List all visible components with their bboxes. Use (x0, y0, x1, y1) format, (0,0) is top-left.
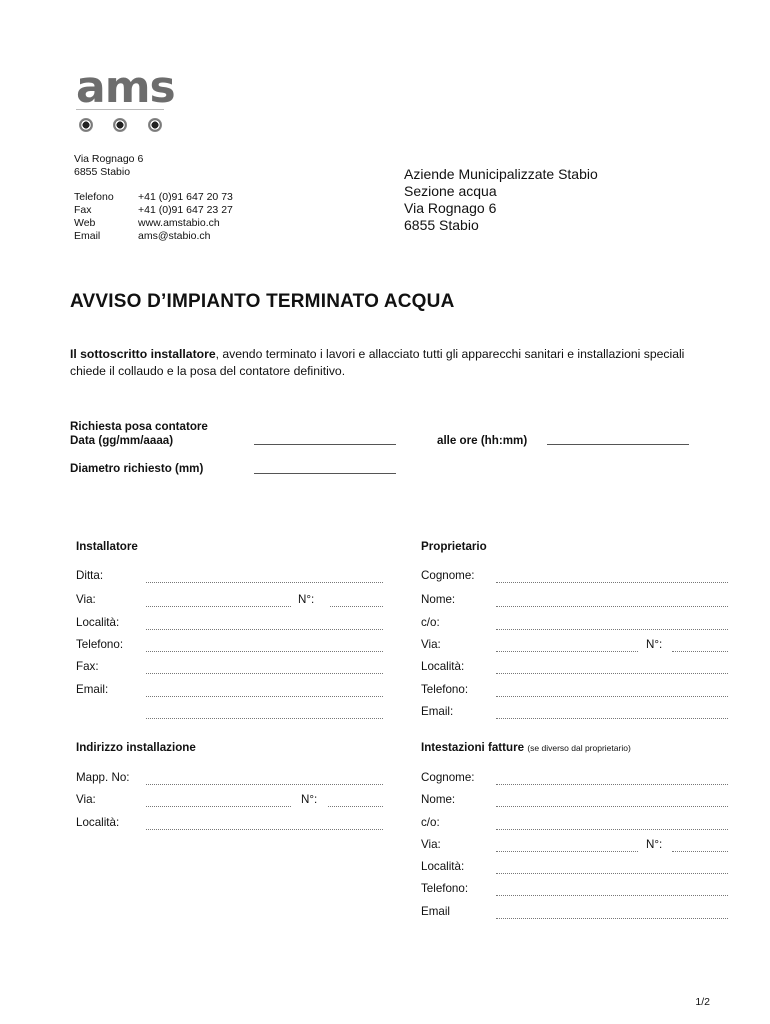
contact-value: +41 (0)91 647 20 73 (138, 191, 233, 203)
proprietario-email-field[interactable] (496, 718, 728, 719)
installatore-heading: Installatore (76, 540, 138, 553)
indirizzo-heading: Indirizzo installazione (76, 741, 196, 754)
indirizzo-numero-field[interactable] (328, 806, 383, 807)
proprietario-cognome-field[interactable] (496, 582, 728, 583)
fatture-numero-field[interactable] (672, 851, 728, 852)
proprietario-telefono-label: Telefono: (421, 683, 469, 696)
installatore-telefono-label: Telefono: (76, 638, 124, 651)
proprietario-via-field[interactable] (496, 651, 638, 652)
installatore-telefono-field[interactable] (146, 651, 383, 652)
contact-label: Email (74, 230, 101, 242)
proprietario-localita-field[interactable] (496, 673, 728, 674)
indirizzo-localita-label: Località: (76, 816, 120, 829)
fatture-nome-field[interactable] (496, 806, 728, 807)
installatore-numero-field[interactable] (330, 606, 383, 607)
indirizzo-localita-field[interactable] (146, 829, 383, 830)
logo-dot-icon (113, 118, 127, 132)
contact-label: Fax (74, 204, 92, 216)
installatore-via-label: Via: (76, 593, 96, 606)
recipient-line: Sezione acqua (404, 183, 497, 199)
installatore-fax-label: Fax: (76, 660, 99, 673)
indirizzo-via-label: Via: (76, 793, 96, 806)
logo-dot-icon (148, 118, 162, 132)
intro-rest: , avendo terminato i lavori e allacciato tutti gli apparecchi sanitari e installazioni speciali chiede il collaudo e la posa del contatore definitivo. (70, 347, 685, 378)
recipient-line: Aziende Municipalizzate Stabio (404, 166, 598, 182)
logo-rule (76, 109, 164, 110)
fatture-email-field[interactable] (496, 918, 728, 919)
fatture-telefono-field[interactable] (496, 895, 728, 896)
fatture-via-field[interactable] (496, 851, 638, 852)
fatture-telefono-label: Telefono: (421, 882, 469, 895)
diameter-field[interactable] (254, 473, 396, 474)
contact-label: Web (74, 217, 96, 229)
proprietario-via-label: Via: (421, 638, 441, 651)
installatore-localita-label: Località: (76, 616, 120, 629)
proprietario-email-label: Email: (421, 705, 454, 718)
installatore-extra-field[interactable] (146, 718, 383, 719)
page-title: AVVISO D’IMPIANTO TERMINATO ACQUA (70, 291, 455, 312)
proprietario-numero-label: N°: (646, 638, 663, 651)
sender-street: Via Rognago 6 (74, 153, 144, 165)
fatture-heading-text: Intestazioni fatture (421, 741, 525, 754)
proprietario-telefono-field[interactable] (496, 696, 728, 697)
indirizzo-numero-label: N°: (301, 793, 318, 806)
fatture-co-field[interactable] (496, 829, 728, 830)
time-label: alle ore (hh:mm) (437, 434, 528, 447)
fatture-email-label: Email (421, 905, 450, 918)
fatture-heading (421, 741, 631, 754)
intro-text (70, 346, 720, 380)
logo-dot-icon (79, 118, 93, 132)
date-label: Data (gg/mm/aaaa) (70, 434, 174, 447)
request-heading: Richiesta posa contatore (70, 420, 208, 433)
fatture-cognome-label: Cognome: (421, 771, 475, 784)
contact-value[interactable]: ams@stabio.ch (138, 230, 211, 242)
contact-value: +41 (0)91 647 23 27 (138, 204, 233, 216)
fatture-localita-label: Località: (421, 860, 465, 873)
installatore-localita-field[interactable] (146, 629, 383, 630)
proprietario-co-field[interactable] (496, 629, 728, 630)
fatture-localita-field[interactable] (496, 873, 728, 874)
proprietario-nome-field[interactable] (496, 606, 728, 607)
contact-label: Telefono (74, 191, 114, 203)
recipient-line: Via Rognago 6 (404, 200, 497, 216)
proprietario-localita-label: Località: (421, 660, 465, 673)
proprietario-cognome-label: Cognome: (421, 569, 475, 582)
diameter-label: Diametro richiesto (mm) (70, 462, 204, 475)
installatore-ditta-field[interactable] (146, 582, 383, 583)
date-field[interactable] (254, 444, 396, 445)
installatore-email-field[interactable] (146, 696, 383, 697)
intro-bold: Il sottoscritto installatore (70, 347, 216, 361)
sender-city: 6855 Stabio (74, 166, 131, 178)
fatture-nome-label: Nome: (421, 793, 456, 806)
installatore-via-field[interactable] (146, 606, 291, 607)
fatture-cognome-field[interactable] (496, 784, 728, 785)
indirizzo-mapp-label: Mapp. No: (76, 771, 130, 784)
installatore-fax-field[interactable] (146, 673, 383, 674)
indirizzo-via-field[interactable] (146, 806, 291, 807)
time-field[interactable] (547, 444, 689, 445)
installatore-email-label: Email: (76, 683, 109, 696)
indirizzo-mapp-field[interactable] (146, 784, 383, 785)
fatture-numero-label: N°: (646, 838, 663, 851)
proprietario-heading: Proprietario (421, 540, 487, 553)
fatture-co-label: c/o: (421, 816, 440, 829)
fatture-note: (se diverso dal proprietario) (527, 743, 631, 753)
page-number: 1/2 (695, 996, 710, 1008)
proprietario-numero-field[interactable] (672, 651, 728, 652)
proprietario-nome-label: Nome: (421, 593, 456, 606)
recipient-line: 6855 Stabio (404, 217, 479, 233)
ams-logo: ams (76, 62, 175, 113)
installatore-ditta-label: Ditta: (76, 569, 104, 582)
fatture-via-label: Via: (421, 838, 441, 851)
proprietario-co-label: c/o: (421, 616, 440, 629)
installatore-numero-label: N°: (298, 593, 315, 606)
contact-value[interactable]: www.amstabio.ch (138, 217, 220, 229)
